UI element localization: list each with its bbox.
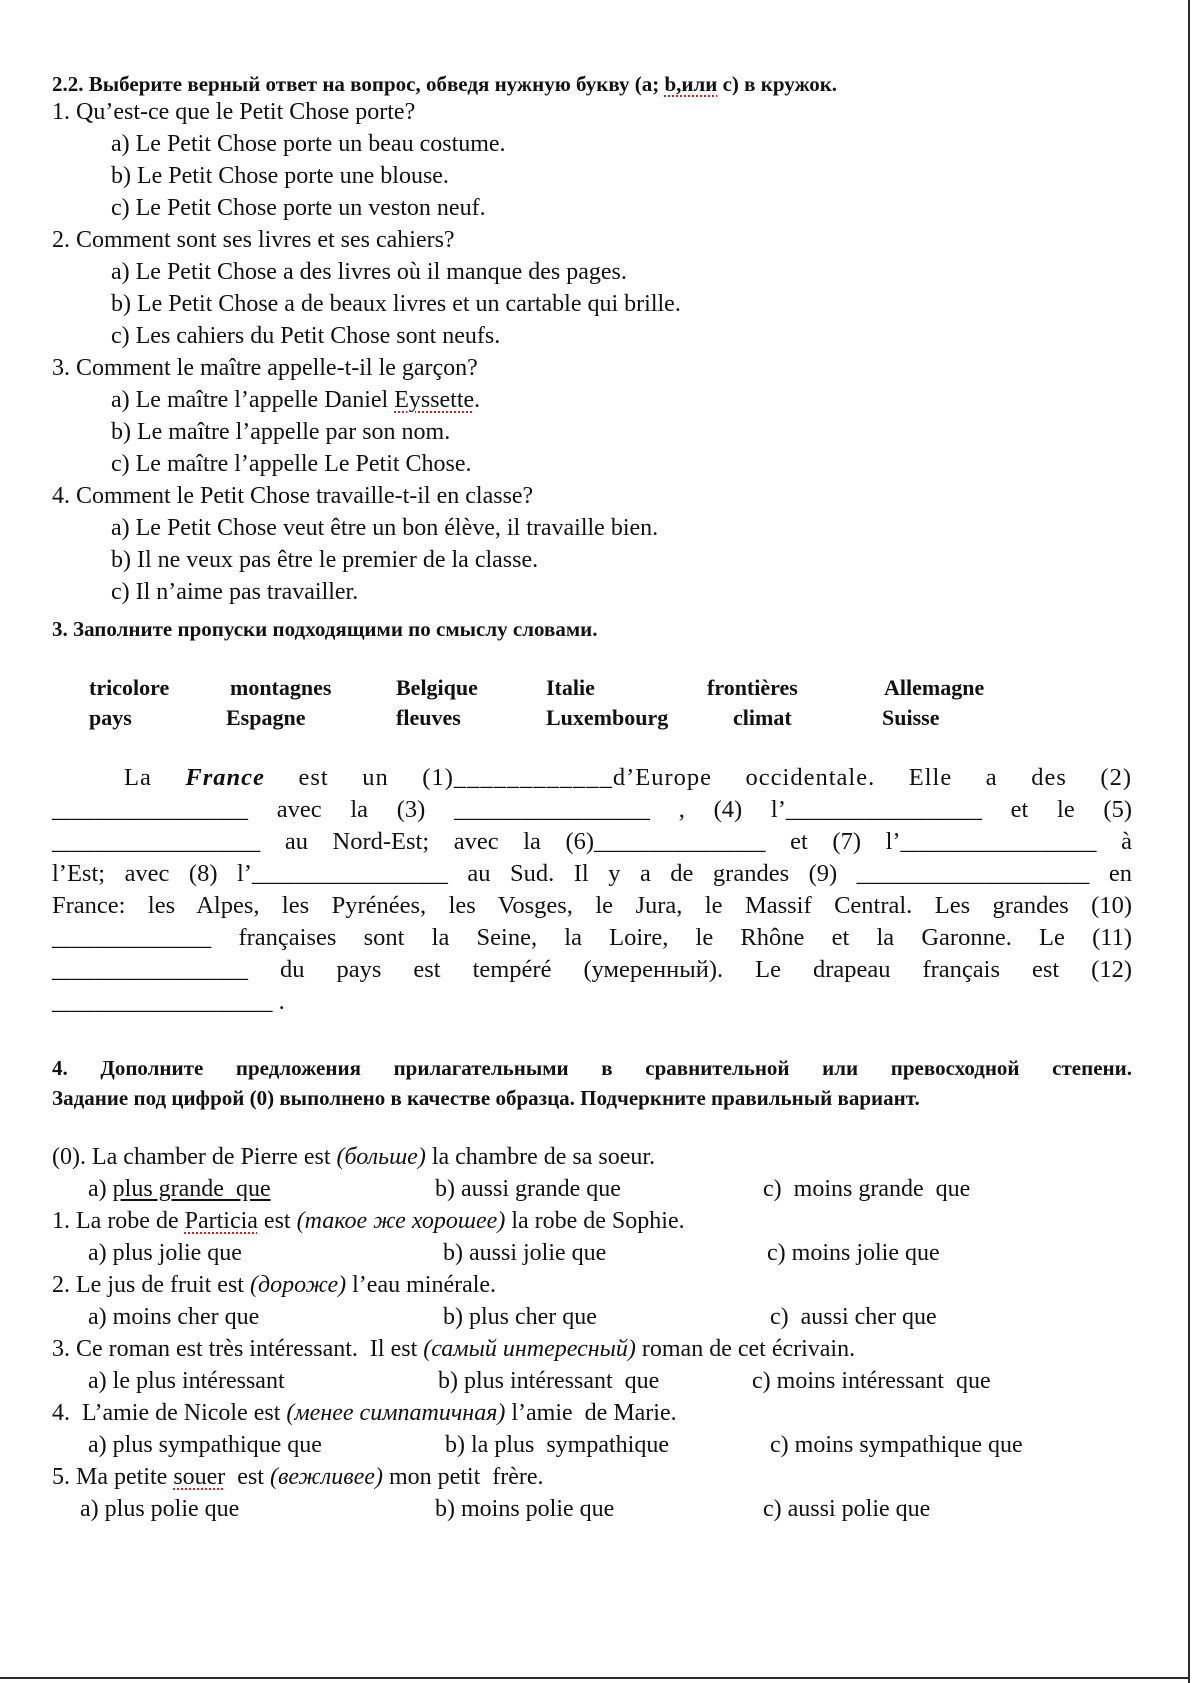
task3-heading: 3. Заполните пропуски подходящими по смыслу словами. <box>52 617 598 641</box>
page-edge-bottom <box>0 1677 1190 1679</box>
word-bank-item: Italie <box>546 675 595 700</box>
option-2c[interactable]: c) aussi cher que <box>770 1304 937 1330</box>
option-3c[interactable]: c) moins intéressant que <box>752 1368 991 1394</box>
task22-heading: 2.2. Выберите верный ответ на вопрос, обведя нужную букву (а; b,или с) в кружок. <box>52 72 838 96</box>
question-4: 4. Comment le Petit Chose travaille-t-il en classe? <box>52 483 534 509</box>
option-5c[interactable]: c) aussi polie que <box>763 1496 931 1522</box>
option-2b[interactable]: b) Le Petit Chose a de beaux livres et un cartable qui brille. <box>111 291 681 317</box>
option-3c[interactable]: c) Le maître l’appelle Le Petit Chose. <box>111 451 472 477</box>
word-bank-item: fleuves <box>396 705 461 730</box>
option-4c[interactable]: c) moins sympathique que <box>770 1432 1023 1458</box>
misspelled-word: Particia <box>184 1208 258 1234</box>
fill-in-paragraph <box>52 762 1132 1018</box>
hint-text: (такое же хорошее) <box>296 1208 506 1234</box>
paragraph-line[interactable]: ________________ du pays est tempéré (умеренный). Le drapeau français est (12) <box>52 956 1132 983</box>
paragraph-line: La France est un (1)____________d’Europe occidentale. Elle a des (2) <box>124 764 1132 791</box>
underlined-answer: plus grande que <box>112 1176 271 1202</box>
word-bank-item: montagnes <box>230 675 332 700</box>
misspelled-word: Eyssette <box>394 387 475 413</box>
hint-text: (менее симпатичная) <box>286 1400 506 1426</box>
hint-text: (вежливее) <box>269 1464 383 1490</box>
misspelled-word: souer <box>173 1464 226 1490</box>
word-bank-item: Luxembourg <box>546 705 669 730</box>
word-bank-item: Espagne <box>226 705 306 730</box>
paragraph-line[interactable]: l’Est; avec (8) l’________________ au Sud. Il y a de grandes (9) ___________________ en <box>52 860 1132 887</box>
hint-text: (дороже) <box>249 1272 347 1298</box>
option-2b[interactable]: b) plus cher que <box>443 1304 597 1330</box>
option-4c[interactable]: c) Il n’aime pas travailler. <box>111 579 359 605</box>
option-5a[interactable]: a) plus polie que <box>80 1496 240 1522</box>
question-3: 3. Comment le maître appelle-t-il le garçon? <box>52 355 478 381</box>
task4-heading-line2: Задание под цифрой (0) выполнено в качестве образца. Подчеркните правильный вариант. <box>52 1086 920 1110</box>
option-0c[interactable]: c) moins grande que <box>763 1176 971 1202</box>
sentence-3: 3. Ce roman est très intéressant. Il est (самый интересный) roman de cet écrivain. <box>52 1336 856 1362</box>
option-1c[interactable]: c) Le Petit Chose porte un veston neuf. <box>111 195 486 221</box>
question-1: 1. Qu’est-ce que le Petit Chose porte? <box>52 99 416 125</box>
word-bank-item: Belgique <box>396 675 478 700</box>
option-4b[interactable]: b) la plus sympathique <box>445 1432 669 1458</box>
option-5b[interactable]: b) moins polie que <box>435 1496 615 1522</box>
word-bank-item: Suisse <box>882 705 940 730</box>
option-4a[interactable]: a) plus sympathique que <box>88 1432 322 1458</box>
sentence-0: (0). La chamber de Pierre est (больше) la chambre de sa soeur. <box>52 1144 656 1170</box>
paragraph-line[interactable]: __________________ . <box>52 988 285 1015</box>
hint-text: (самый интересный) <box>423 1336 636 1362</box>
option-1a[interactable]: a) Le Petit Chose porte un beau costume. <box>111 131 506 157</box>
option-3b[interactable]: b) plus intéressant que <box>438 1368 660 1394</box>
paragraph-line[interactable]: _____________ françaises sont la Seine, la Loire, le Rhône et la Garonne. Le (11) <box>52 924 1132 951</box>
option-0b[interactable]: b) aussi grande que <box>435 1176 621 1202</box>
sentence-1: 1. La robe de Particia est (такое же хорошее) la robe de Sophie. <box>52 1208 685 1234</box>
option-1a[interactable]: a) plus jolie que <box>88 1240 242 1266</box>
hint-text: (больше) <box>336 1144 426 1170</box>
option-3a[interactable]: a) Le maître l’appelle Daniel Eyssette. <box>111 387 481 413</box>
option-4b[interactable]: b) Il ne veux pas être le premier de la classe. <box>111 547 539 573</box>
option-2a[interactable]: a) moins cher que <box>88 1304 260 1330</box>
option-1c[interactable]: c) moins jolie que <box>767 1240 940 1266</box>
word-bank-item: tricolore <box>89 675 170 700</box>
option-2c[interactable]: c) Les cahiers du Petit Chose sont neufs. <box>111 323 501 349</box>
option-0a[interactable]: a) plus grande que <box>88 1176 271 1202</box>
option-3b[interactable]: b) Le maître l’appelle par son nom. <box>111 419 451 445</box>
word-bank-item: pays <box>89 705 132 730</box>
option-1b[interactable]: b) Le Petit Chose porte une blouse. <box>111 163 449 189</box>
word-bank-item: climat <box>733 705 792 730</box>
task4-heading-line1: 4. Дополните предложения прилагательными в сравнительной или превосходной степени. <box>52 1056 1132 1080</box>
sentence-2: 2. Le jus de fruit est (дороже) l’eau minérale. <box>52 1272 497 1298</box>
paragraph-line[interactable]: _________________ au Nord-Est; avec la (6)______________ et (7) l’________________ à <box>52 828 1132 855</box>
option-4a[interactable]: a) Le Petit Chose veut être un bon élève, il travaille bien. <box>111 515 659 541</box>
word-bank-item: Allemagne <box>884 675 985 700</box>
option-3a[interactable]: a) le plus intéressant <box>88 1368 285 1394</box>
page-edge-right <box>1188 0 1190 1683</box>
question-2: 2. Comment sont ses livres et ses cahiers? <box>52 227 455 253</box>
sentence-4: 4. L’amie de Nicole est (менее симпатичная) l’amie de Marie. <box>52 1400 677 1426</box>
paragraph-line[interactable]: ________________ avec la (3) ________________ , (4) l’________________ et le (5) <box>52 796 1132 823</box>
sentence-5: 5. Ma petite souer est (вежливее) mon petit frère. <box>52 1464 544 1490</box>
emphasized-word: France <box>185 764 265 791</box>
paragraph-line: France: les Alpes, les Pyrénées, les Vosges, le Jura, le Massif Central. Les grandes (10) <box>52 892 1132 919</box>
option-1b[interactable]: b) aussi jolie que <box>443 1240 607 1266</box>
misspelled-word: b,или <box>664 72 718 96</box>
option-2a[interactable]: a) Le Petit Chose a des livres où il manque des pages. <box>111 259 627 285</box>
word-bank-item: frontières <box>707 675 798 700</box>
